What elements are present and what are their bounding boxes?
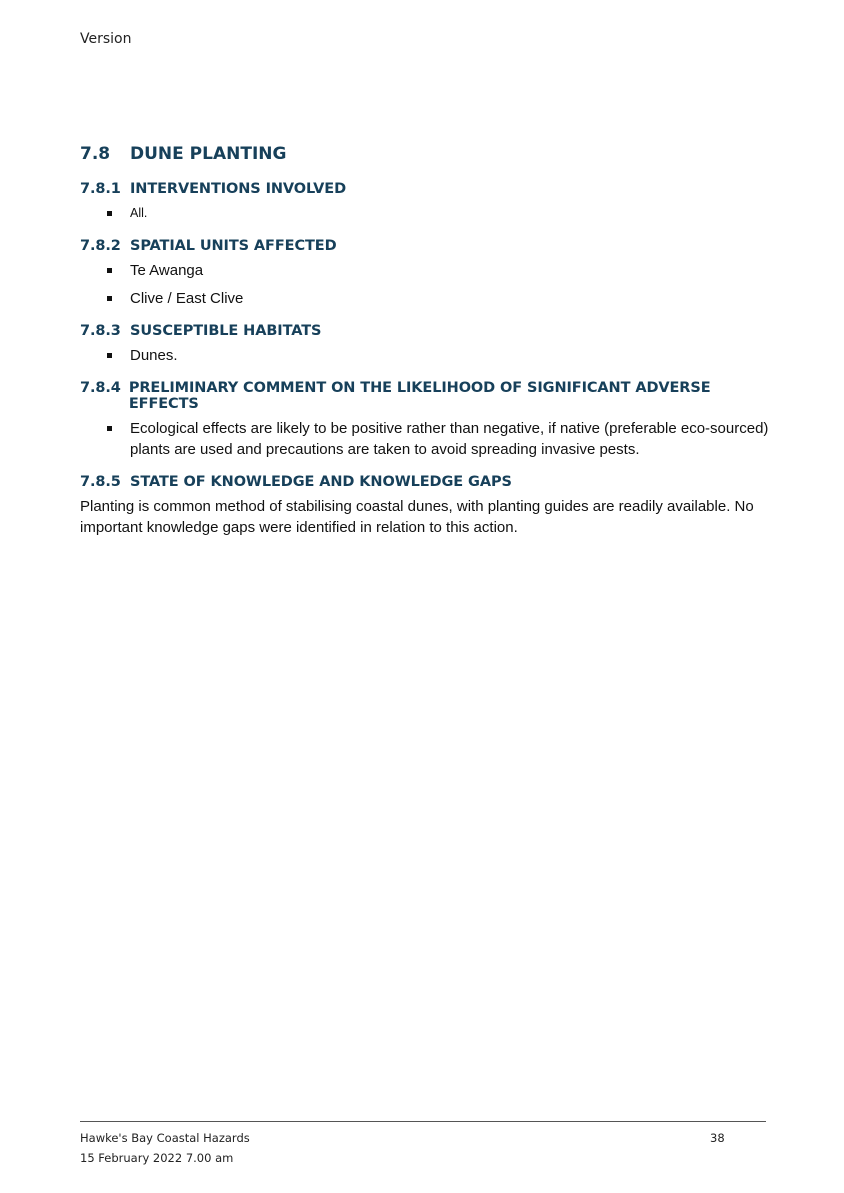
subsection-title: SUSCEPTIBLE HABITATS	[130, 323, 322, 339]
subsection-number: 7.8.2	[80, 238, 121, 254]
interventions-list	[80, 203, 770, 224]
document-body	[80, 144, 770, 538]
preliminary-comment-list	[80, 418, 770, 460]
footer-info	[80, 1128, 250, 1168]
list-item: Clive / East Clive	[130, 288, 770, 309]
list-item: All.	[130, 203, 770, 224]
footer-date: 15 February 2022 7.00 am	[80, 1151, 234, 1165]
subsection-title: SPATIAL UNITS AFFECTED	[130, 238, 337, 254]
list-item: Ecological effects are likely to be positive rather than negative, if native (preferable eco-sourced) plants are used and precautions are taken to avoid spreading invasive pests.	[130, 420, 769, 458]
section-number: 7.8	[80, 144, 111, 164]
subsection-heading-knowledge	[80, 474, 770, 490]
header-version: Version	[80, 31, 132, 47]
footer-project: Hawke's Bay Coastal Hazards	[80, 1131, 250, 1145]
subsection-title: INTERVENTIONS INVOLVED	[130, 181, 347, 197]
section-heading	[80, 144, 770, 164]
habitats-list	[80, 345, 770, 366]
subsection-number: 7.8.5	[80, 474, 121, 490]
subsection-heading-spatial-units	[80, 238, 770, 254]
subsection-title: PRELIMINARY COMMENT ON THE LIKELIHOOD OF SIGNIFICANT ADVERSE EFFECTS	[128, 380, 711, 412]
list-item: Dunes.	[130, 345, 770, 366]
page-number: 38	[710, 1131, 725, 1145]
knowledge-paragraph: Planting is common method of stabilising coastal dunes, with planting guides are readily available. No important knowledge gaps were identified in relation to this action.	[80, 498, 754, 536]
subsection-number: 7.8.4	[80, 380, 121, 396]
list-item: Te Awanga	[130, 260, 770, 281]
subsection-heading-habitats	[80, 323, 770, 339]
section-title: DUNE PLANTING	[130, 144, 287, 164]
subsection-heading-preliminary-comment	[80, 380, 770, 412]
subsection-number: 7.8.3	[80, 323, 121, 339]
subsection-heading-interventions	[80, 181, 770, 197]
subsection-number: 7.8.1	[80, 181, 121, 197]
footer-divider	[80, 1121, 766, 1122]
spatial-units-list	[80, 260, 770, 309]
subsection-title: STATE OF KNOWLEDGE AND KNOWLEDGE GAPS	[130, 474, 512, 490]
